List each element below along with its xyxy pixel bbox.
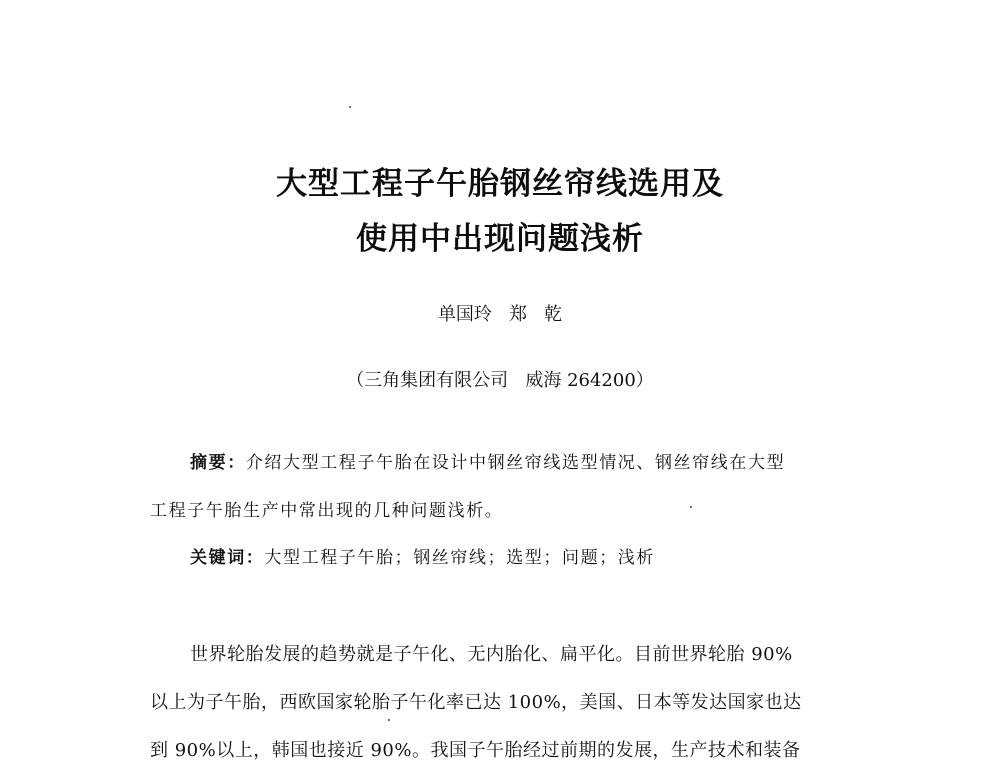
- body-paragraph-line-3: 到 90%以上，韩国也接近 90%。我国子午胎经过前期的发展，生产技术和装备: [150, 740, 801, 761]
- paper-title-line-2: 使用中出现问题浅析: [356, 221, 644, 257]
- paper-title-line-1: 大型工程子午胎钢丝帘线选用及: [276, 166, 724, 202]
- abstract-text-line-2: 工程子午胎生产中常出现的几种问题浅析。: [150, 501, 504, 521]
- scan-speck: [349, 106, 351, 108]
- abstract-label: 摘要：: [190, 453, 246, 473]
- body-paragraph-line-1: 世界轮胎发展的趋势就是子午化、无内胎化、扁平化。目前世界轮胎 90%: [190, 644, 793, 665]
- keywords-text: 大型工程子午胎；钢丝帘线；选型；问题；浅析: [264, 548, 656, 568]
- abstract-line-1: [190, 448, 850, 473]
- keywords-line: [190, 543, 850, 568]
- scan-speck: [388, 719, 390, 721]
- body-paragraph-line-2: 以上为子午胎，西欧国家轮胎子午化率已达 100%，美国、日本等发达国家也达: [150, 692, 802, 713]
- abstract-text-line-1: 介绍大型工程子午胎在设计中钢丝帘线选型情况、钢丝帘线在大型: [245, 453, 786, 473]
- paper-affiliation: （三角集团有限公司 威海 264200）: [346, 370, 654, 391]
- paper-authors: 单国玲 郑 乾: [437, 304, 563, 325]
- keywords-label: 关键词：: [190, 548, 265, 568]
